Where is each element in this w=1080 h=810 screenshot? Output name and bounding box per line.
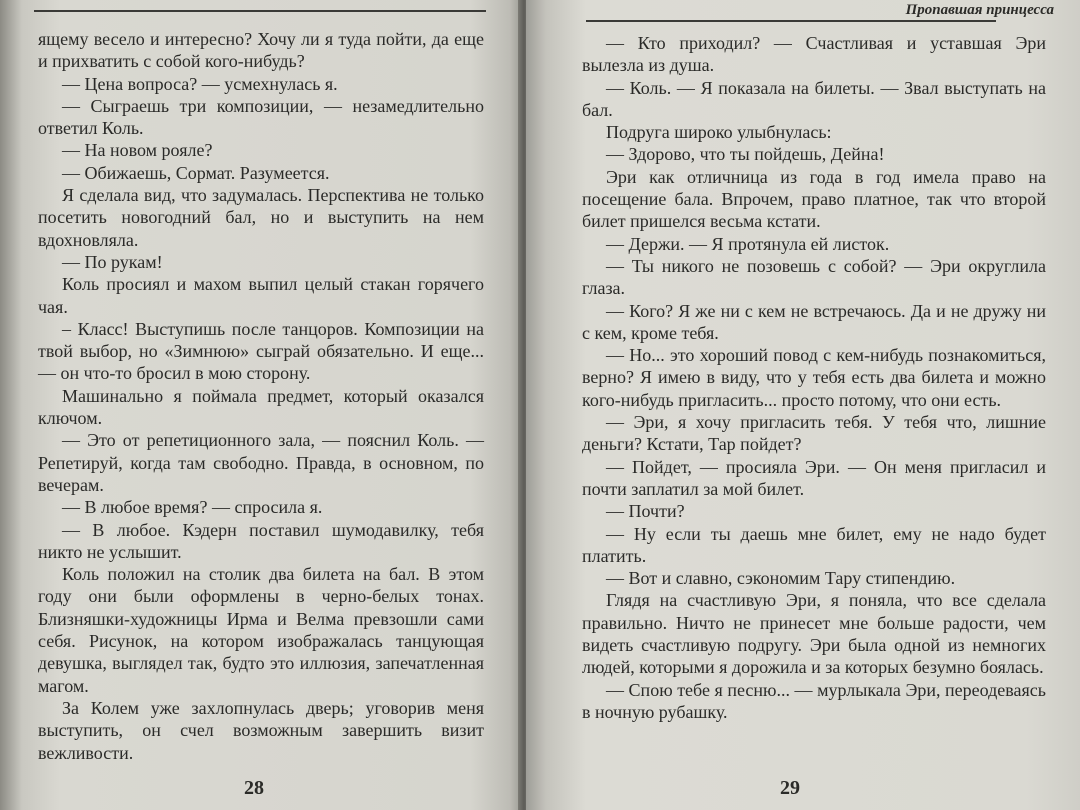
page-number: 29 [780,777,800,799]
paragraph: Я сделала вид, что задумалась. Перспектива не только посетить новогодний бал, но и выступить на нем вдохновляла. [38,185,484,250]
paragraph: — Спою тебе я песню... — мурлыкала Эри, переодеваясь в ночную рубашку. [582,679,1046,722]
paragraph: — Коль. — Я показала на билеты. — Звал выступать на бал. [582,77,1046,120]
paragraph: Коль положил на столик два билета на бал. В этом году они были оформлены в черно-белых тонах. Близняшки-художницы Ирма и Велма превзошли сами себя. Рисунок, на котором изображалась танцующая девушка, выглядел так, будто это иллюзия, запечатленная магом. [38,564,484,696]
page-number: 28 [244,777,264,799]
paragraph: — На новом рояле? [62,140,213,161]
paragraph: — Ну если ты даешь мне билет, ему не надо будет платить. [582,523,1046,566]
paragraph: — Почти? [606,501,685,522]
paragraph: — Кто приходил? — Счастливая и уставшая Эри вылезла из душа. [582,33,1046,76]
left-page-text [38,28,484,764]
paragraph: Машинально я поймала предмет, который оказался ключом. [38,385,484,429]
paragraph: — Это от репетиционного зала, — пояснил Коль. — Репетируй, когда там свободно. Правда, в основном, по вечерам. [38,430,484,495]
paragraph: — Эри, я хочу пригласить тебя. У тебя что, лишние деньги? Кстати, Тар пойдет? [582,412,1046,455]
header-rule [586,20,996,22]
paragraph: — В любое время? — спросила я. [62,497,323,518]
paragraph: Эри как отличница из года в год имела право на посещение бала. Впрочем, право платное, так что второй билет пришелся весьма кстати. [582,166,1046,232]
paragraph: — Держи. — Я протянула ей листок. [606,233,890,254]
right-page-text [582,32,1046,723]
running-head: Пропавшая принцесса [905,2,1054,18]
left-page [0,0,522,810]
paragraph: Подруга широко улыбнулась: [606,122,832,143]
paragraph: – Класс! Выступишь после танцоров. Композиции на твой выбор, но «Зимнюю» сыграй обязательно. И еще... — он что-то бросил в мою сторону. [38,318,484,384]
paragraph: — Обижаешь, Сормат. Разумеется. [62,162,330,183]
paragraph: — По рукам! [62,251,163,272]
paragraph: — Сыграешь три композиции, — незамедлительно ответил Коль. [38,95,484,139]
paragraph: ящему весело и интересно? Хочу ли я туда пойти, да еще и прихватить с собой кого-нибудь? [38,29,484,72]
paragraph: — Кого? Я же ни с кем не встречаюсь. Да и не дружу ни с кем, кроме тебя. [582,300,1046,343]
paragraph: — Пойдет, — просияла Эри. — Он меня пригласил и почти заплатил за мой билет. [582,456,1046,499]
paragraph: За Колем уже захлопнулась дверь; уговорив меня выступить, он счел возможным завершить визит вежливости. [38,697,484,763]
paragraph: — Здорово, что ты пойдешь, Дейна! [606,144,885,165]
paragraph: Глядя на счастливую Эри, я поняла, что все сделала правильно. Ничто не принесет мне больше радости, чем видеть счастливую подругу. Эри была одной из немногих людей, которыми я дорожила и за которых безумно боялась. [582,590,1046,678]
right-page [526,0,1080,810]
paragraph: — Вот и славно, сэкономим Тару стипендию. [606,568,956,589]
paragraph: Коль просиял и махом выпил целый стакан горячего чая. [38,274,484,317]
header-rule [34,10,486,12]
paragraph: — В любое. Кэдерн поставил шумодавилку, тебя никто не услышит. [38,519,484,562]
paragraph: — Цена вопроса? — усмехнулась я. [62,73,338,94]
paragraph: — Но... это хороший повод с кем-нибудь познакомиться, верно? Я имею в виду, что у тебя есть два билета и можно кого-нибудь пригласить... просто потому, что они есть. [582,345,1046,410]
paragraph: — Ты никого не позовешь с собой? — Эри округлила глаза. [582,255,1046,299]
